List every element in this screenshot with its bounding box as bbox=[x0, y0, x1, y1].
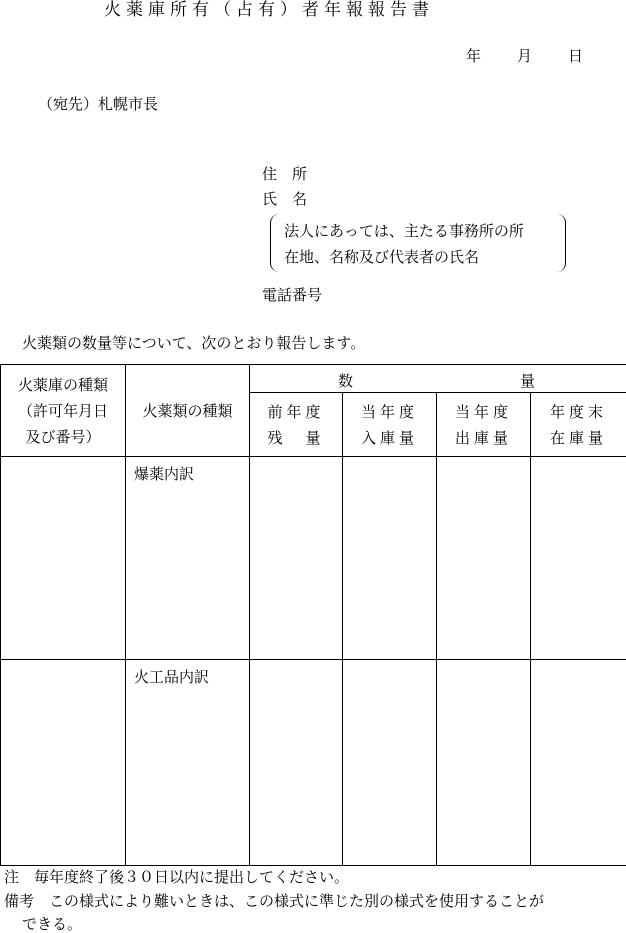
header-prev-year-line1: 前年度 bbox=[267, 402, 325, 421]
corporate-note-line1: 法人にあっては、主たる事務所の所 bbox=[284, 222, 524, 240]
phone-label: 電話番号 bbox=[262, 286, 323, 304]
name-label: 氏 名 bbox=[262, 190, 308, 208]
intro-text: 火薬類の数量等について、次のとおり報告します。 bbox=[22, 334, 366, 352]
note-remarks-line1: 備考 この様式により難いときは、この様式に準じた別の様式を使用することが bbox=[4, 892, 545, 910]
header-year-end-line2: 在庫量 bbox=[549, 428, 607, 447]
cell-pyrotechnics-prev[interactable] bbox=[250, 660, 343, 866]
cell-pyrotechnics-out[interactable] bbox=[437, 660, 531, 866]
header-quantity-left: 数 bbox=[338, 372, 354, 390]
header-current-year-in bbox=[343, 393, 437, 457]
page-title: 火薬庫所有（占有）者年報報告書 bbox=[104, 0, 434, 20]
header-storage-type bbox=[1, 365, 126, 457]
header-current-out-line1: 当年度 bbox=[454, 402, 512, 421]
cell-explosives-in[interactable] bbox=[343, 457, 437, 660]
corporate-note-line2: 在地、名称及び代表者の氏名 bbox=[284, 248, 480, 266]
note-deadline: 注 毎年度終了後３０日以内に提出してください。 bbox=[4, 868, 350, 886]
header-storage-line2: （許可年月日 bbox=[17, 401, 108, 420]
header-year-end-stock bbox=[531, 393, 626, 457]
header-quantity-group bbox=[250, 365, 626, 393]
header-current-in-line2: 入庫量 bbox=[360, 428, 418, 447]
cell-kind-explosives: 爆薬内訳 bbox=[126, 457, 250, 660]
header-year-end-line1: 年度末 bbox=[549, 402, 607, 421]
note-remarks-line2: できる。 bbox=[22, 915, 83, 933]
date-year-label: 年 bbox=[466, 47, 482, 65]
header-quantity-right: 量 bbox=[520, 372, 536, 390]
cell-storage-1[interactable] bbox=[1, 457, 126, 660]
cell-kind-pyrotechnics: 火工品内訳 bbox=[126, 660, 250, 866]
cell-explosives-prev[interactable] bbox=[250, 457, 343, 660]
address-label: 住 所 bbox=[262, 165, 308, 183]
cell-explosives-end[interactable] bbox=[531, 457, 626, 660]
date-month-label: 月 bbox=[517, 47, 533, 65]
cell-pyrotechnics-end[interactable] bbox=[531, 660, 626, 866]
header-prev-year-line2: 残 量 bbox=[267, 428, 325, 447]
header-current-out-line2: 出庫量 bbox=[454, 428, 512, 447]
header-prev-year-remaining bbox=[250, 393, 343, 457]
cell-storage-2[interactable] bbox=[1, 660, 126, 866]
header-storage-line3: 及び番号） bbox=[25, 427, 101, 446]
header-explosive-kind: 火薬類の種類 bbox=[126, 365, 250, 457]
date-day-label: 日 bbox=[568, 47, 584, 65]
cell-pyrotechnics-in[interactable] bbox=[343, 660, 437, 866]
report-table bbox=[0, 364, 626, 866]
header-storage-line1: 火薬庫の種類 bbox=[17, 375, 108, 394]
header-current-year-out bbox=[437, 393, 531, 457]
corporate-note bbox=[284, 218, 564, 270]
header-current-in-line1: 当年度 bbox=[360, 402, 418, 421]
addressee: （宛先）札幌市長 bbox=[38, 95, 159, 113]
cell-explosives-out[interactable] bbox=[437, 457, 531, 660]
